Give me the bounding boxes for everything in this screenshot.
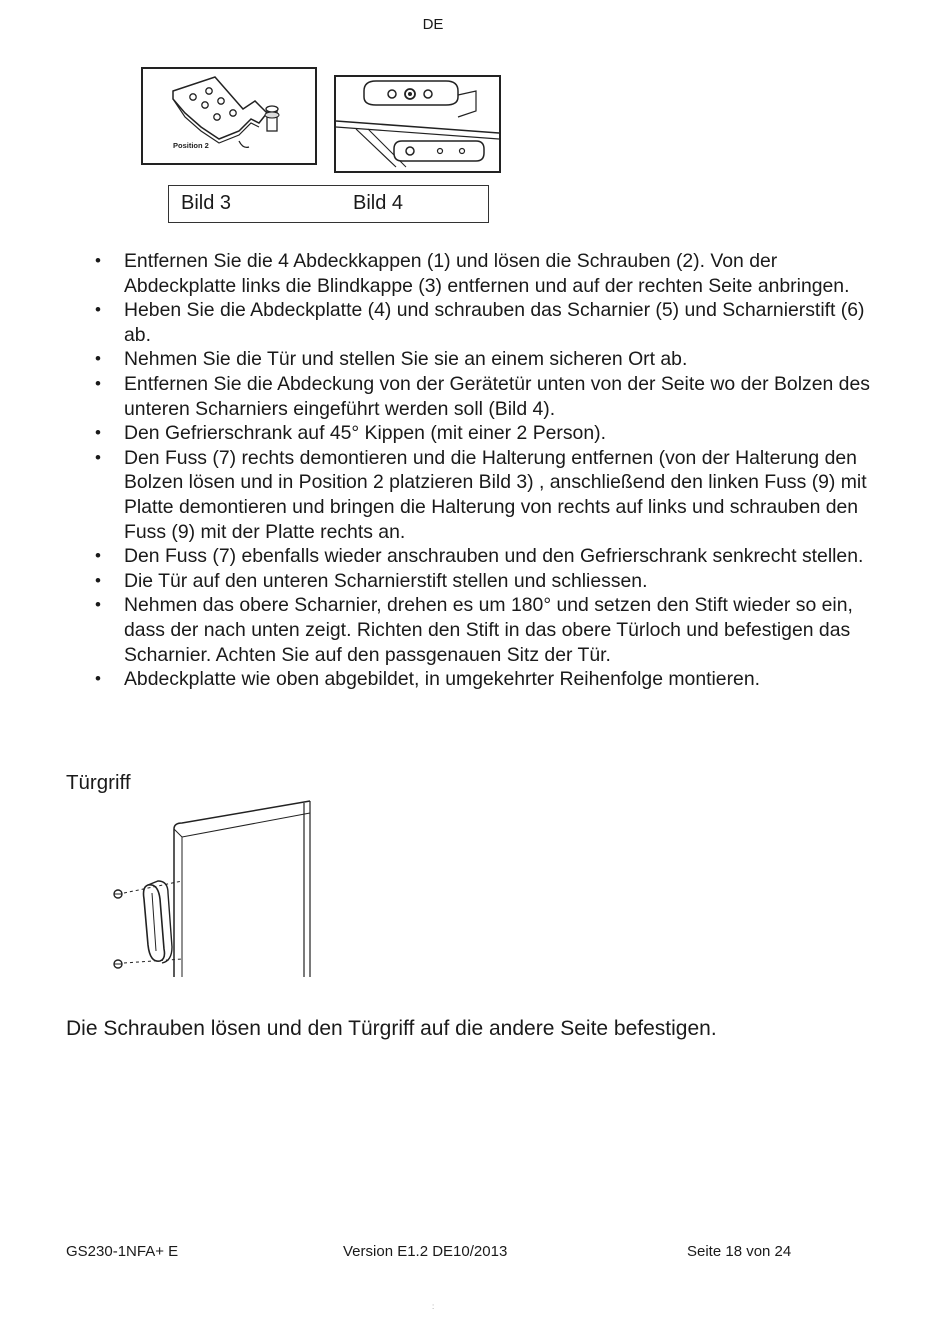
list-item: • Heben Sie die Abdeckplatte (4) und schrauben das Scharnier (5) und Scharnierstift (6) ab.: [95, 298, 885, 347]
list-item: • Die Tür auf den unteren Scharnierstift stellen und schliessen.: [95, 569, 885, 594]
header-language: DE: [422, 16, 444, 33]
hinge-plate-illustration: [143, 69, 315, 163]
figure-caption-box: [168, 185, 489, 223]
list-item: • Entfernen Sie die 4 Abdeckkappen (1) und lösen die Schrauben (2). Von der Abdeckplatte links die Blindkappe (3) entfernen und auf der rechten Seite anbringen.: [95, 249, 885, 298]
instruction-list: [95, 249, 885, 692]
footer-page-number: Seite 18 von 24: [687, 1243, 792, 1260]
page-mark: :: [432, 1302, 435, 1311]
figure-bild-3: [141, 67, 317, 165]
list-item: • Den Fuss (7) rechts demontieren und die Halterung entfernen (von der Halterung den Bolzen lösen und in Position 2 platzieren Bild 3) , anschließend den linken Fuss (9) mit Platte demontieren und bringen die Halterung von rechts auf links und schrauben den Fuss (9) mit der Platte rechts an.: [95, 446, 885, 544]
list-item: • Nehmen Sie die Tür und stellen Sie sie an einem sicheren Ort ab.: [95, 347, 885, 372]
caption-bild-4: Bild 4: [353, 192, 404, 214]
section-title: Türgriff: [66, 771, 131, 794]
list-item: • Abdeckplatte wie oben abgebildet, in umgekehrter Reihenfolge montieren.: [95, 667, 885, 692]
door-handle-illustration: [104, 795, 314, 980]
list-item: • Nehmen das obere Scharnier, drehen es um 180° und setzen den Stift wieder so ein, dass der nach unten zeigt. Richten den Stift in das obere Türloch und befestigen das Scharnier. Achten Sie auf den passgenauen Sitz der Tür.: [95, 593, 885, 667]
figure-position-label: Position 2: [173, 141, 209, 150]
figure-bild-4: [334, 75, 501, 173]
footer-model: GS230-1NFA+ E: [66, 1243, 179, 1260]
list-item: • Den Gefrierschrank auf 45° Kippen (mit einer 2 Person).: [95, 421, 885, 446]
list-item: • Entfernen Sie die Abdeckung von der Gerätetür unten von der Seite wo der Bolzen des unteren Scharniers eingeführt werden soll (Bild 4).: [95, 372, 885, 421]
list-item: • Den Fuss (7) ebenfalls wieder anschrauben und den Gefrierschrank senkrecht stellen.: [95, 544, 885, 569]
figure-door-handle: [104, 795, 314, 980]
door-hinge-illustration: [336, 77, 499, 171]
footer-version: Version E1.2 DE10/2013: [343, 1243, 508, 1260]
caption-bild-3: Bild 3: [181, 192, 232, 214]
closing-instruction: Die Schrauben lösen und den Türgriff auf die andere Seite befestigen.: [66, 1017, 717, 1040]
